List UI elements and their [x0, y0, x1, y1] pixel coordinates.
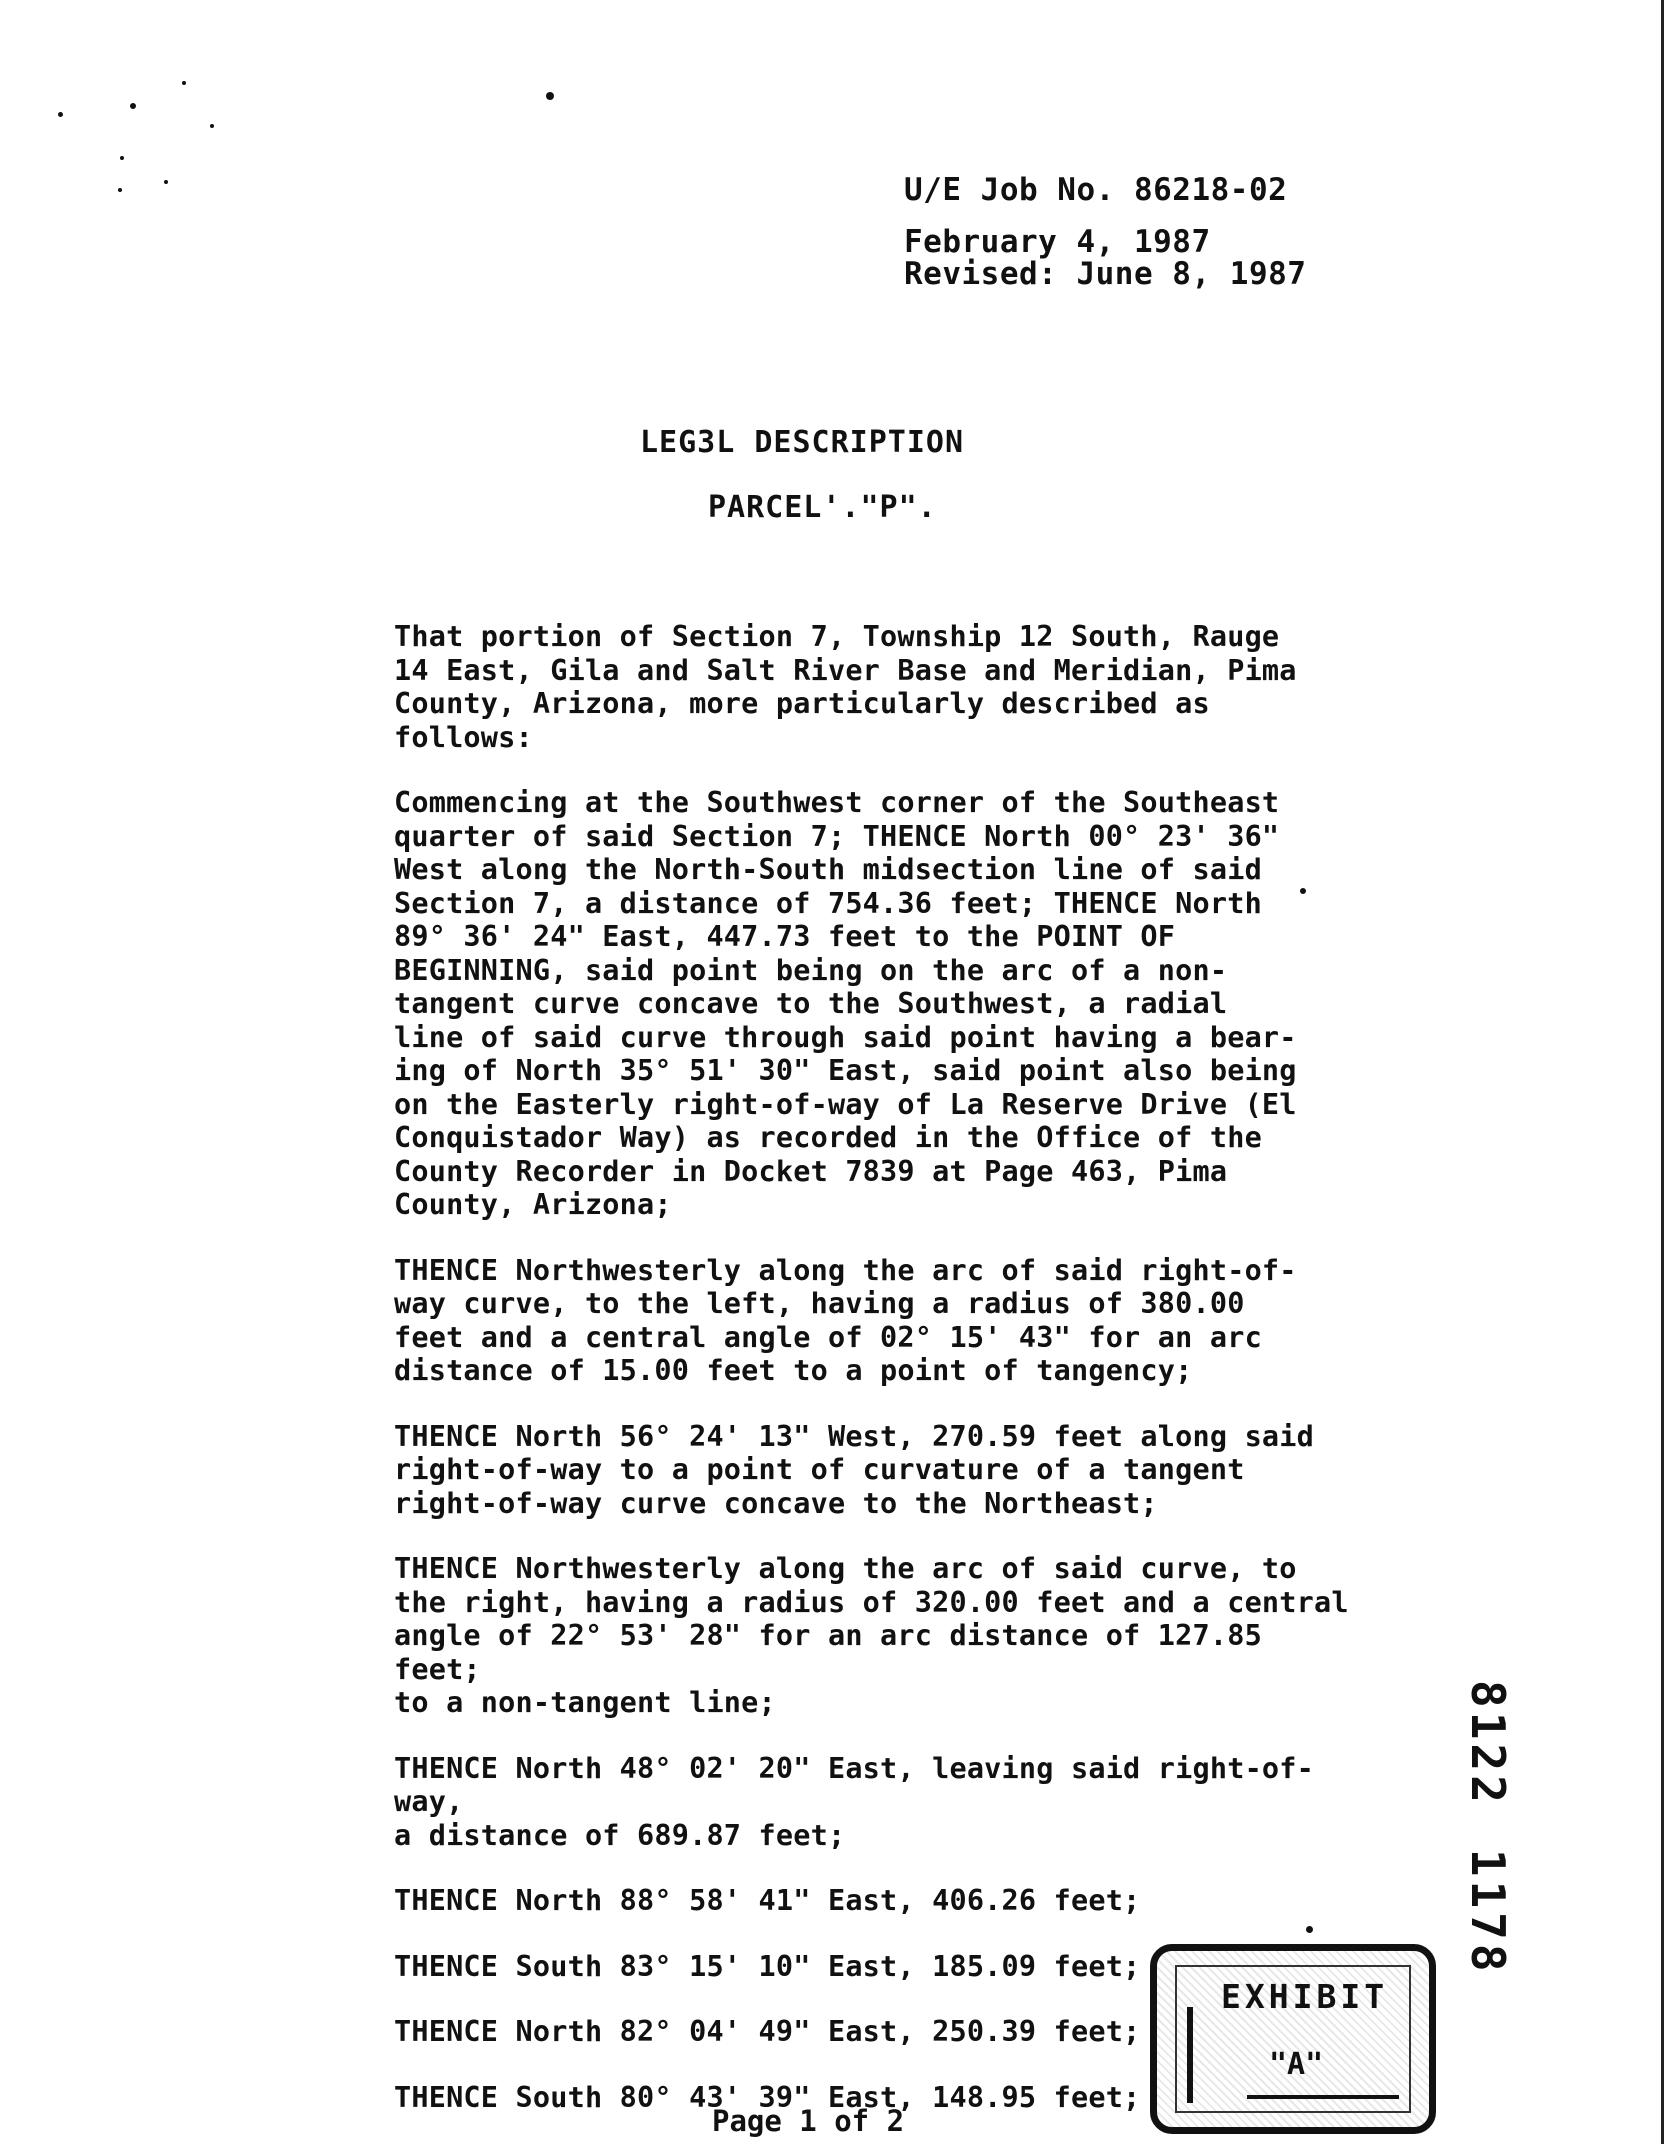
stamp-rule — [1247, 2095, 1399, 2099]
parcel-label: PARCEL'."P". — [708, 490, 937, 525]
paragraph: THENCE North 82° 04' 49" East, 250.39 feet; — [394, 2015, 1141, 2048]
scan-speck — [58, 112, 63, 117]
legal-description-body — [394, 620, 1364, 2146]
paragraph: THENCE Northwesterly along the arc of said curve, to the right, having a radius of 320.00 feet and a central angle of 22° 53' 28" for an arc distance of 127.85 feet; to a non-tangent line; — [394, 1552, 1349, 1719]
exhibit-stamp — [1150, 1944, 1436, 2134]
paragraph: THENCE South 80° 43' 39" East, 148.95 feet; — [394, 2080, 1141, 2114]
paragraph: That portion of Section 7, Township 12 South, Rauge 14 East, Gila and Salt River Base and Meridian, Pima County, Arizona, more particularly described as follows: — [394, 620, 1297, 754]
document-title: LEG3L DESCRIPTION — [640, 425, 965, 460]
paragraph: THENCE North 48° 02' 20" East, leaving said right-of-way, a distance of 689.87 feet; — [394, 1751, 1314, 1852]
stamp-border — [1175, 1965, 1411, 2113]
document-date: February 4, 1987 — [904, 224, 1211, 260]
recording-page: 1178 — [1461, 1848, 1515, 1976]
paragraph: THENCE Northwesterly along the arc of said right-of- way curve, to the left, having a radius of 380.00 feet and a central angle of 02° 15' 43" for an arc distance of 15.00 feet to a point of tangency; — [394, 1253, 1297, 1387]
scan-speck — [120, 156, 124, 160]
stamp-bar — [1187, 2007, 1193, 2103]
job-number: U/E Job No. 86218-02 — [904, 172, 1288, 208]
page-number: Page 1 of 2 — [712, 2104, 905, 2138]
scan-speck — [118, 188, 122, 192]
paragraph: THENCE South 83° 15' 10" East, 185.09 feet; — [394, 1949, 1141, 1983]
recording-docket: 8122 — [1461, 1680, 1515, 1807]
scan-speck — [210, 124, 214, 128]
revised-date: Revised: June 8, 1987 — [904, 256, 1307, 292]
scan-speck — [546, 92, 554, 100]
paragraph: Commencing at the Southwest corner of the Southeast quarter of said Section 7; THENCE North 00° 23' 36" West along the North-South midsection line of said Section 7, a distance of 754.36 feet; THENCE North 89° 36' 24" East, 447.73 feet to the POINT OF BEGINNING, said point being on the arc of a non- tangent curve concave to the Southwest, a radial line of said curve through said point having a bear- ing of North 35° 51' 30" East, said point also being on the Easterly right-of-way of La Reserve Drive (El Conquistador Way) as recorded in the Office of the County Recorder in Docket 7839 at Page 463, Pima County, Arizona; — [394, 786, 1297, 1221]
scan-speck — [182, 81, 186, 85]
paragraph: THENCE North 56° 24' 13" West, 270.59 feet along said right-of-way to a point of curvature of a tangent right-of-way curve concave to the Northeast; — [394, 1419, 1314, 1520]
stamp-exhibit-label: EXHIBIT — [1221, 1977, 1389, 2016]
stamp-exhibit-letter: "A" — [1269, 2047, 1324, 2082]
paragraph: THENCE North 88° 58' 41" East, 406.26 feet; — [394, 1884, 1141, 1917]
scan-speck — [164, 180, 168, 184]
recording-number — [1461, 1680, 1515, 2018]
scan-speck — [130, 103, 136, 109]
